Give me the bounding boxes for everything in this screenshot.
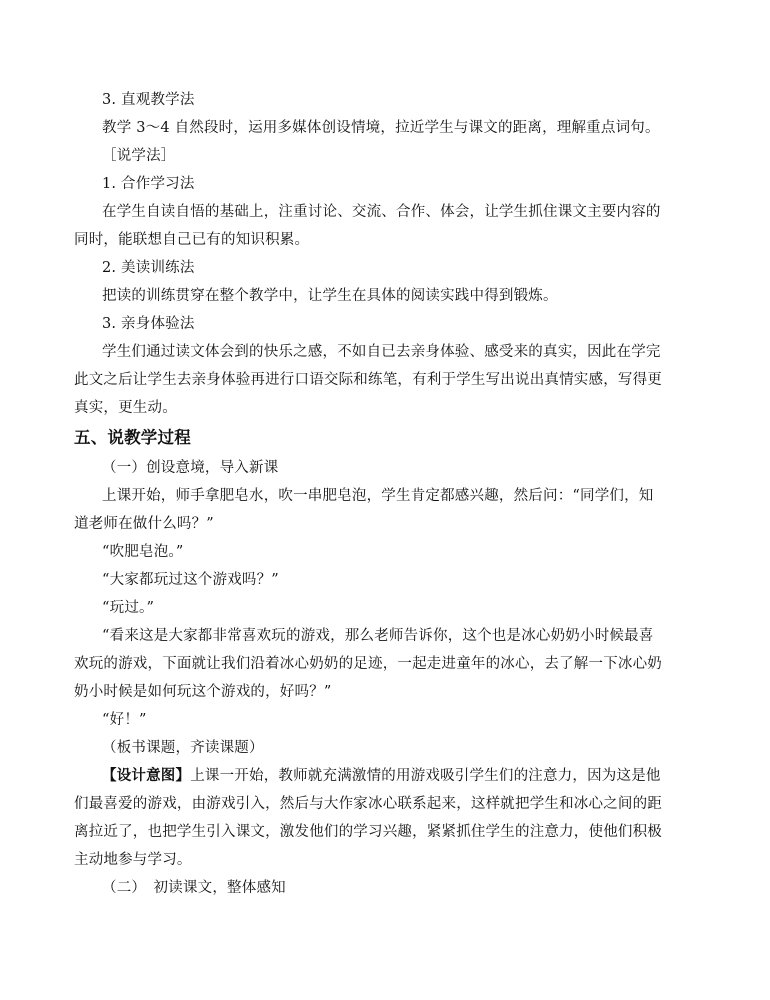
- paragraph-line: 离拉近了，也把学生引入课文，激发他们的学习兴趣，紧紧抓住学生的注意力，使他们积极: [74, 824, 662, 840]
- paragraph-line: 欢玩的游戏，下面就让我们沿着冰心奶奶的足迹，一起走进童年的冰心，去了解一下冰心奶: [74, 656, 662, 672]
- paragraph-line: 同时，能联想自己已有的知识积累。: [74, 232, 310, 248]
- board-note: （板书课题，齐读课题）: [102, 740, 264, 756]
- paragraph-line: 在学生自读自悟的基础上，注重讨论、交流、合作、体会，让学生抓住课文主要内容的: [102, 204, 661, 220]
- paragraph-line: 把读的训练贯穿在整个教学中，让学生在具体的阅读实践中得到锻炼。: [102, 288, 558, 304]
- subsection-heading-1: （一）创设意境，导入新课: [102, 460, 279, 476]
- paragraph-line: 教学 3～4 自然段时，运用多媒体创设情境，拉近学生与课文的距离，理解重点词句。: [102, 120, 660, 136]
- paragraph-line: 主动地参与学习。: [74, 852, 192, 868]
- method-heading-3: 3. 直观教学法: [102, 92, 195, 108]
- section-label-study-methods: ［说学法］: [102, 148, 176, 164]
- dialogue-line: “玩过。”: [102, 600, 155, 616]
- method-heading-1: 1. 合作学习法: [102, 176, 195, 192]
- design-intent-label: 【设计意图】: [102, 767, 191, 784]
- paragraph-line: [102, 766, 661, 786]
- paragraph-line: 上课开始，师手拿肥皂水，吹一串肥皂泡，学生肯定都感兴趣，然后问：“同学们，知: [102, 488, 654, 504]
- paragraph-line: 学生们通过读文体会到的快乐之感，不如自已去亲身体验、感受来的真实，因此在学完: [102, 344, 661, 360]
- paragraph-line: “看来这是大家都非常喜欢玩的游戏，那么老师告诉你，这个也是冰心奶奶小时候最喜: [102, 628, 654, 644]
- subsection-heading-2: （二） 初读课文，整体感知: [102, 880, 286, 896]
- dialogue-line: “大家都玩过这个游戏吗？”: [102, 572, 279, 588]
- section-heading-teaching-process: 五、说教学过程: [74, 428, 191, 447]
- paragraph-line: 此文之后让学生去亲身体验再进行口语交际和练笔，有利于学生写出说出真情实感，写得更: [74, 372, 662, 388]
- method-heading-3b: 3. 亲身体验法: [102, 316, 195, 332]
- dialogue-line: “好！”: [102, 712, 147, 728]
- paragraph-line: 奶小时候是如何玩这个游戏的，好吗？”: [74, 684, 332, 700]
- method-heading-2: 2. 美读训练法: [102, 260, 195, 276]
- paragraph-line: 道老师在做什么吗？”: [74, 516, 214, 532]
- design-intent-text: 上课一开始，教师就充满激情的用游戏吸引学生们的注意力，因为这是他: [190, 768, 661, 784]
- paragraph-line: 们最喜爱的游戏，由游戏引入，然后与大作家冰心联系起来，这样就把学生和冰心之间的距: [74, 796, 662, 812]
- dialogue-line: “吹肥皂泡。”: [102, 544, 184, 560]
- paragraph-line: 真实，更生动。: [74, 400, 177, 416]
